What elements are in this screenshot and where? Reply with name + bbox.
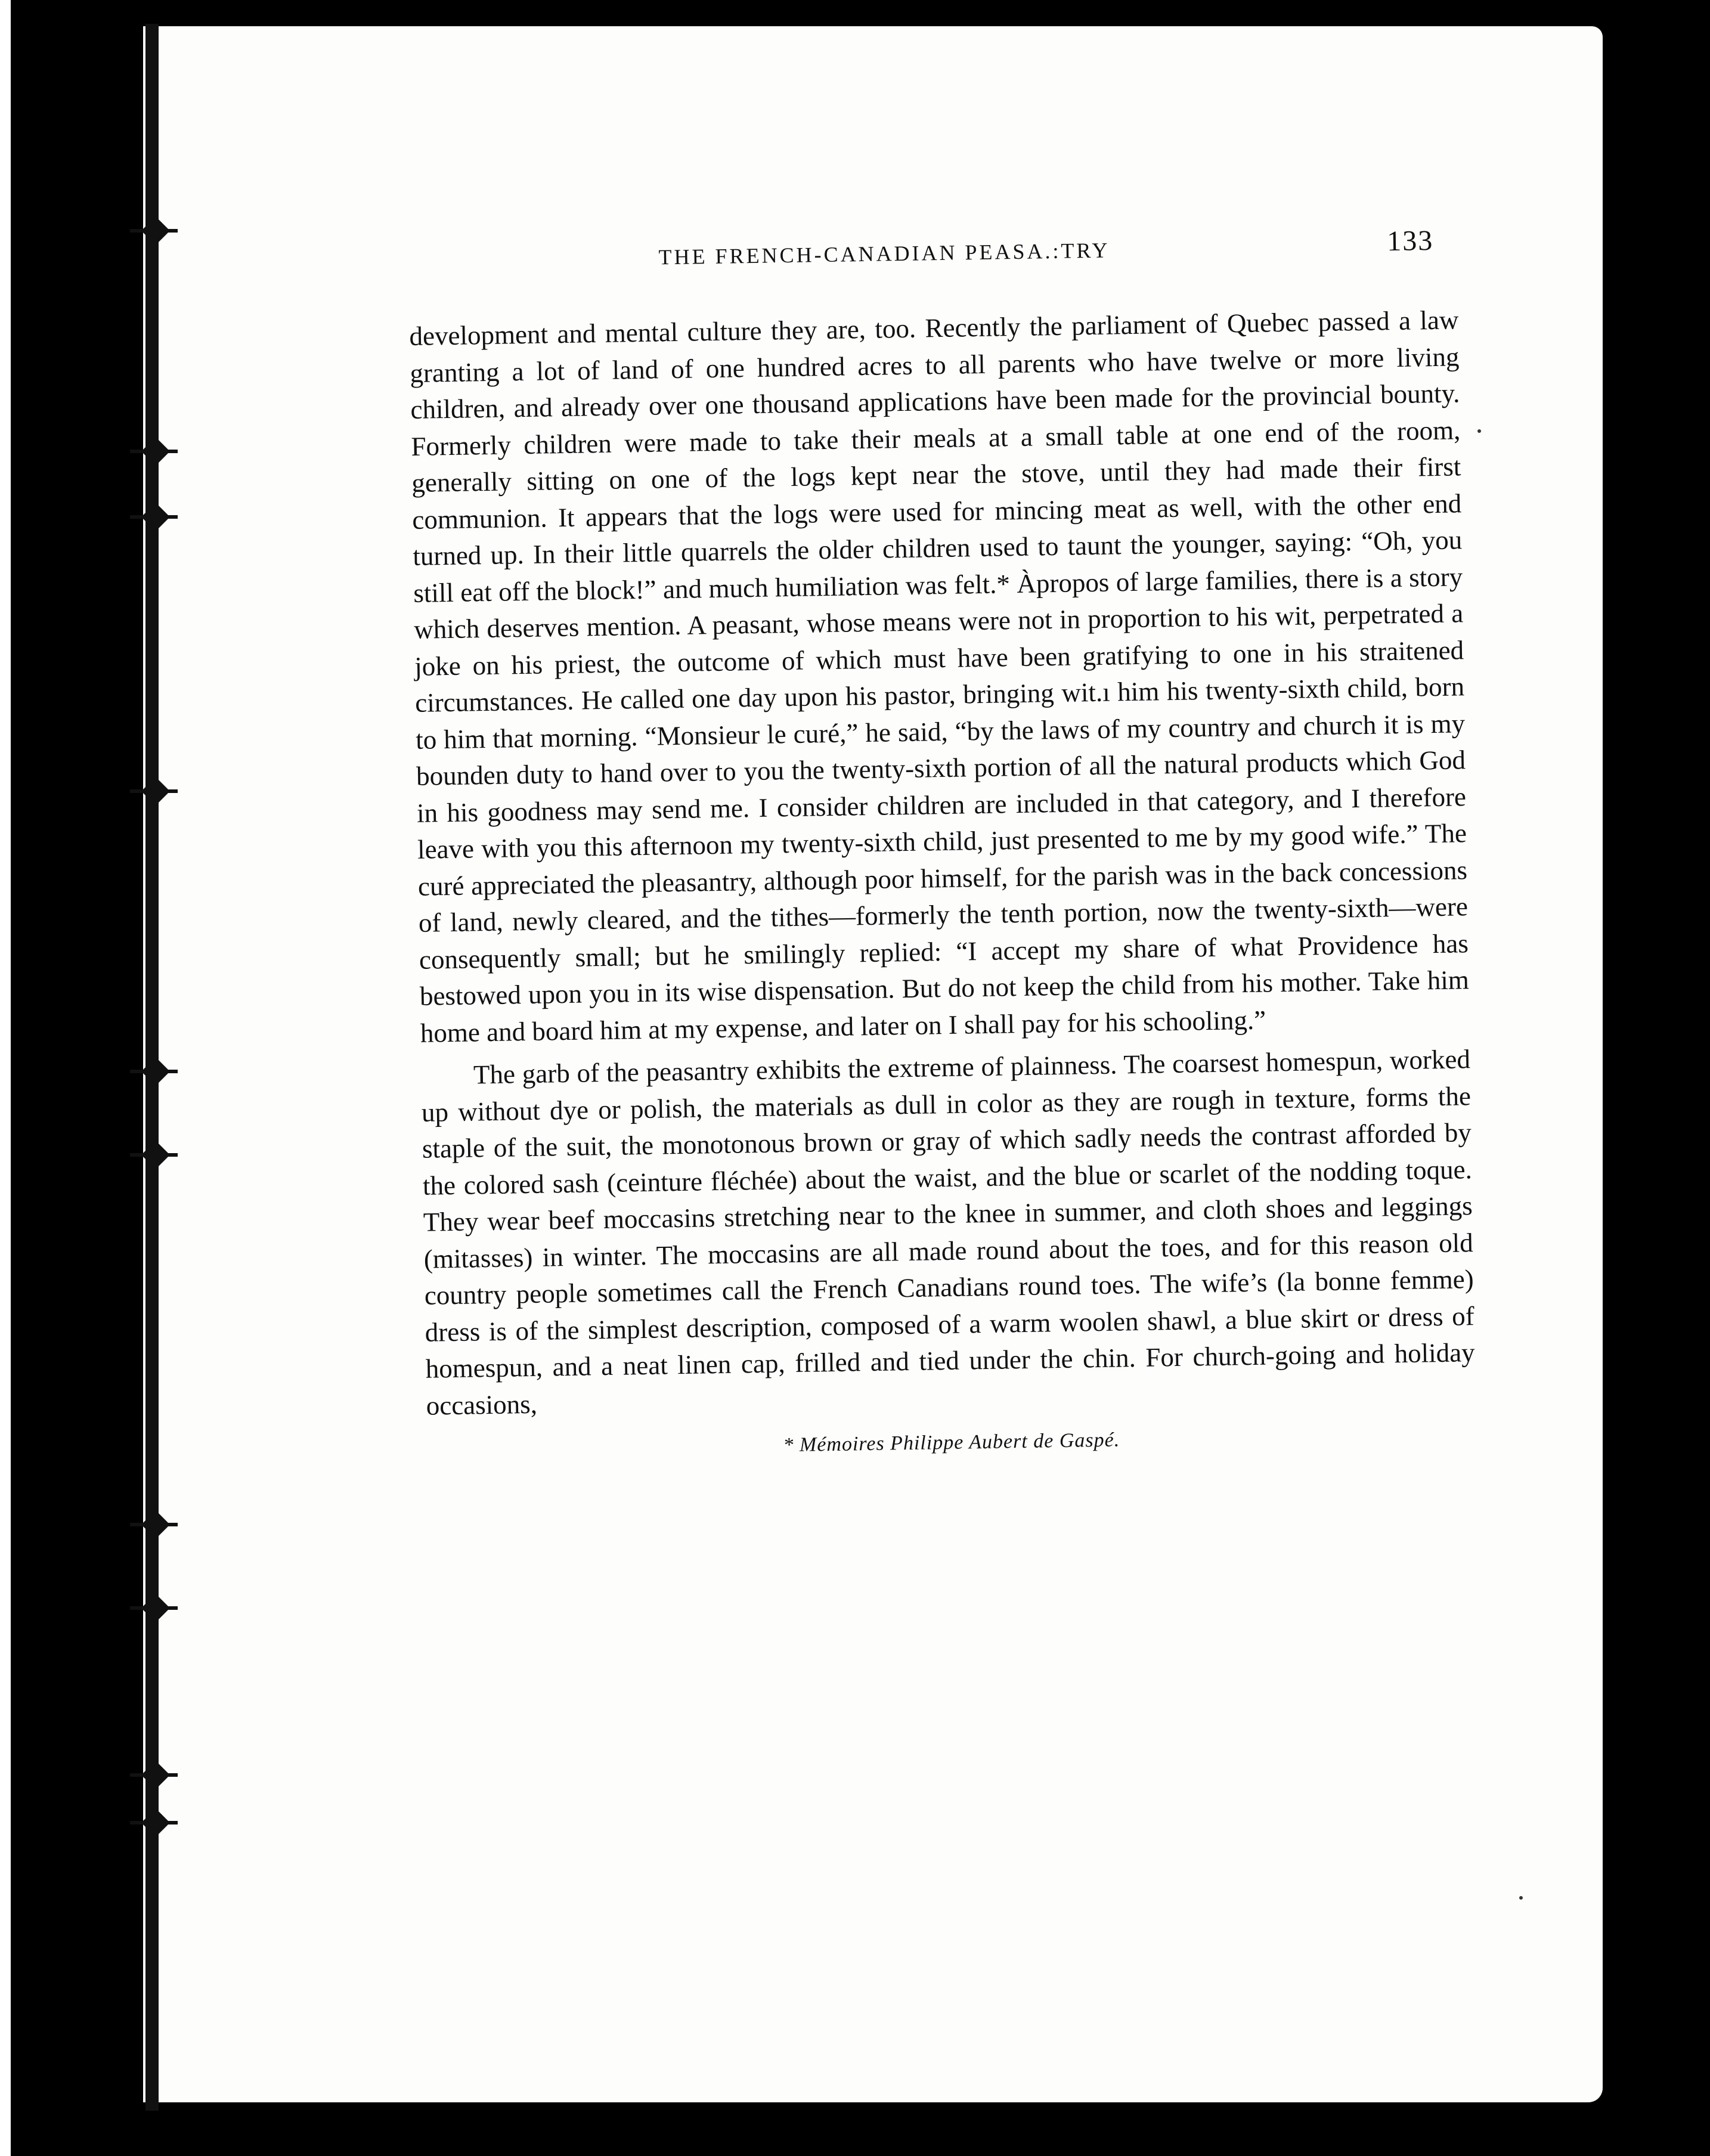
body-paragraph: development and mental culture they are, too. Recently the parliament of Quebec passed a law granting a lot of land of one hundred acres to all parents who have twelve or more living children, and already over one thousand applications have been made for the provincial bounty. Formerly children were made to take their meals at a small table at one end of the room, generally sitting on one of the logs kept near the stove, until they had made their first communion. It appears that the logs were used for mincing meat as well, with the other end turned up. In their little quarrels the older children used to taunt the younger, saying: “Oh, you still eat off the block!” and much humiliation was felt.* Àpropos of large families, there is a story which deserves mention. A peasant, whose means were not in proportion to his wit, perpetrated a joke on his priest, the outcome of which must have been gratifying to one in his straitened circumstances. He called one day upon his pastor, bringing wit.ı him his twenty-sixth child, born to him that morning. “Monsieur le curé,” he said, “by the laws of my country and church it is my bounden duty to hand over to you the twenty-sixth portion of all the natural products which God in his goodness may send me. I consider children are included in that category, and I therefore leave with you this afternoon my twenty-sixth child, just presented to me by my good wife.” The curé appreciated the pleasantry, although poor himself, for the parish was in the back concessions of land, newly cleared, and the tithes—formerly the tenth portion, now the twenty-sixth—were consequently small; but he smilingly replied: “I accept my share of what Providence has bestowed upon you in its wise dispensation. But do not keep the child from his mother. Take him home and board him at my expense, and later on I shall pay for his schooling.” bbox=[409, 305, 1470, 1048]
paper-speck bbox=[1477, 429, 1481, 433]
left-margin-sliver bbox=[0, 0, 11, 2156]
body-paragraph: The garb of the peasantry exhibits the extreme of plainness. The coarsest homespun, worked up without dye or polish, the materials as dull in color as they are rough in texture, forms the staple of the suit, the monotonous brown or gray of which sadly needs the contrast afforded by the colored sash (ceinture fléchée) about the waist, and the blue or scarlet of the nodding toque. They wear beef moccasins stretching near to the knee in summer, and cloth shoes and leggings (mitasses) in winter. The moccasins are all made round about the toes, and for this reason old country people sometimes call the French Canadians round toes. The wife’s (la bonne femme) dress is of the simplest description, composed of a warm woolen shawl, a blue skirt or dress of homespun, and a neat linen cap, frilled and tied under the chin. For church-going and holiday occasions, bbox=[421, 1044, 1475, 1421]
binding-stitch bbox=[130, 441, 178, 461]
binding-stitch bbox=[130, 507, 178, 527]
binding-stitch bbox=[130, 1514, 178, 1535]
running-head: THE FRENCH-CANADIAN PEASA.:TRY bbox=[658, 238, 1110, 270]
binding-stitch bbox=[130, 1061, 178, 1082]
binding-stitch bbox=[130, 221, 178, 241]
binding-stitch bbox=[130, 1813, 178, 1833]
binding-stitch bbox=[130, 1598, 178, 1618]
binding-stitch bbox=[130, 1145, 178, 1165]
binding-stitch bbox=[130, 1765, 178, 1785]
footnote: * Mémoires Philippe Aubert de Gaspé. bbox=[783, 1429, 1120, 1457]
book-binding-edge bbox=[136, 24, 169, 2111]
page-number: 133 bbox=[1386, 224, 1434, 258]
binding-stitch bbox=[130, 781, 178, 801]
page-text-block bbox=[408, 222, 1476, 1469]
paper-speck bbox=[1519, 1896, 1523, 1900]
